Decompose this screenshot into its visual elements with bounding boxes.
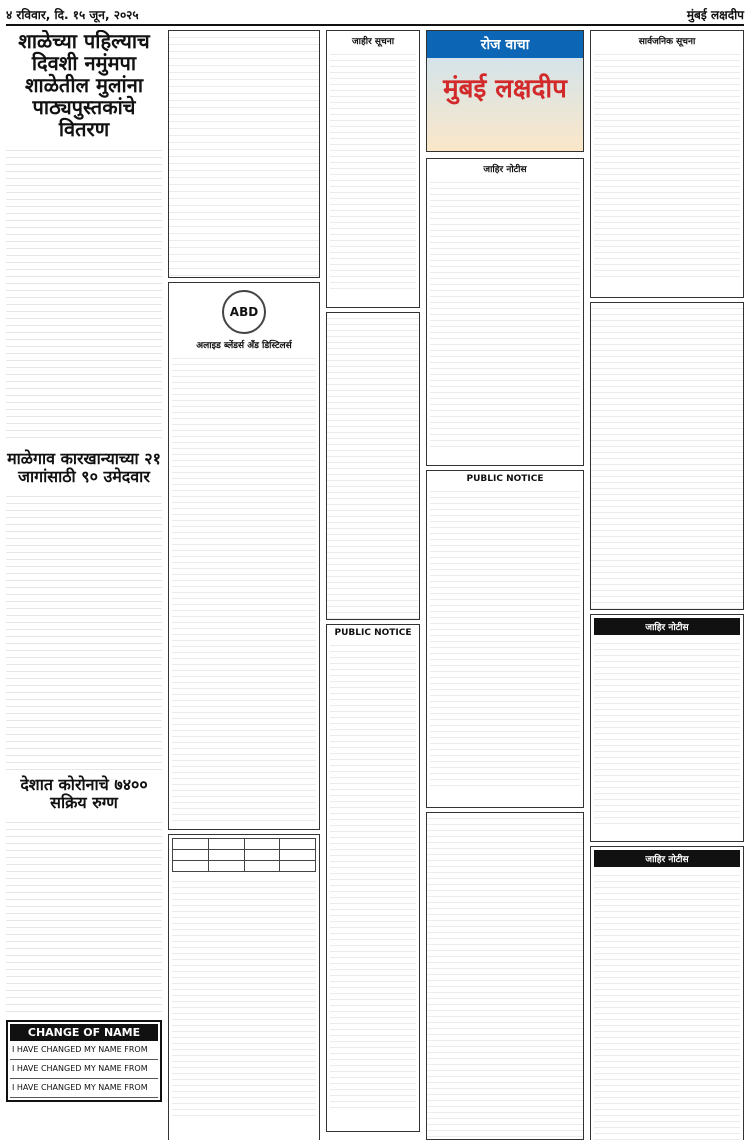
promo-subtitle: मुंबई लक्षदीप <box>443 74 567 104</box>
column-2 <box>168 30 320 1140</box>
notice-title: सार्वजनिक सूचना <box>638 37 696 47</box>
notice-title: PUBLIC NOTICE <box>334 628 412 638</box>
company-name: अलाइड ब्लेंडर्स अँड डिस्टिलर्स <box>196 341 292 351</box>
notice-box <box>326 312 420 620</box>
tender-body <box>172 876 316 1116</box>
company-ad-body <box>172 353 316 823</box>
masthead <box>6 4 744 26</box>
headline-1: शाळेच्या पहिल्याच दिवशी नमुंमपा शाळेतील मुलांना पाठ्यपुस्तकांचे वितरण <box>18 30 150 141</box>
notice-body <box>594 638 740 828</box>
tender-notice <box>168 834 320 1140</box>
notice-box <box>590 302 744 610</box>
public-notice-english <box>326 624 420 1132</box>
page-date: ४ रविवार, दि. १५ जून, २०२५ <box>6 7 139 22</box>
notice-title: PUBLIC NOTICE <box>466 474 544 484</box>
public-notice-1 <box>326 30 420 308</box>
notice-body <box>430 177 580 447</box>
notice-box <box>168 30 320 278</box>
column-1 <box>6 30 162 1140</box>
notice-title: जाहिर नोटीस <box>483 165 527 175</box>
company-ad <box>168 282 320 830</box>
notice-body <box>594 49 740 279</box>
column-5 <box>590 30 744 1140</box>
notice-title: जाहीर सूचना <box>351 37 395 47</box>
notice-box <box>426 812 584 1140</box>
notice-title: जाहिर नोटीस <box>594 850 740 867</box>
list-item: I HAVE CHANGED MY NAME FROM <box>10 1079 158 1098</box>
tender-table <box>172 838 316 872</box>
article-2-body <box>6 490 162 770</box>
public-notice-3 <box>590 30 744 298</box>
notice-title: जाहिर नोटीस <box>594 618 740 635</box>
change-of-name-box <box>6 1020 162 1102</box>
list-item: I HAVE CHANGED MY NAME FROM <box>10 1060 158 1079</box>
public-notice-english-2 <box>426 470 584 808</box>
public-notice-5 <box>590 846 744 1140</box>
column-3 <box>326 30 420 1140</box>
article-1-body <box>6 144 162 444</box>
notice-body <box>330 640 416 1110</box>
headline-2: माळेगाव कारखान्याच्या २१ जागांसाठी ९० उमेदवार <box>7 449 161 486</box>
company-logo: ABD <box>222 290 266 334</box>
public-notice-2 <box>426 158 584 466</box>
paper-name: मुंबई लक्षदीप <box>686 7 744 22</box>
headline-3: देशात कोरोनाचे ७४०० सक्रिय रुग्ण <box>20 775 148 812</box>
list-item: I HAVE CHANGED MY NAME FROM <box>10 1041 158 1060</box>
promo-banner <box>426 30 584 152</box>
promo-title: रोज वाचा <box>427 31 583 58</box>
article-3-body <box>6 816 162 1016</box>
public-notice-4 <box>590 614 744 842</box>
change-of-name-title: CHANGE OF NAME <box>10 1024 158 1041</box>
notice-body <box>330 49 416 289</box>
column-4 <box>426 30 584 1140</box>
notice-body <box>430 486 580 786</box>
notice-body <box>594 870 740 1140</box>
